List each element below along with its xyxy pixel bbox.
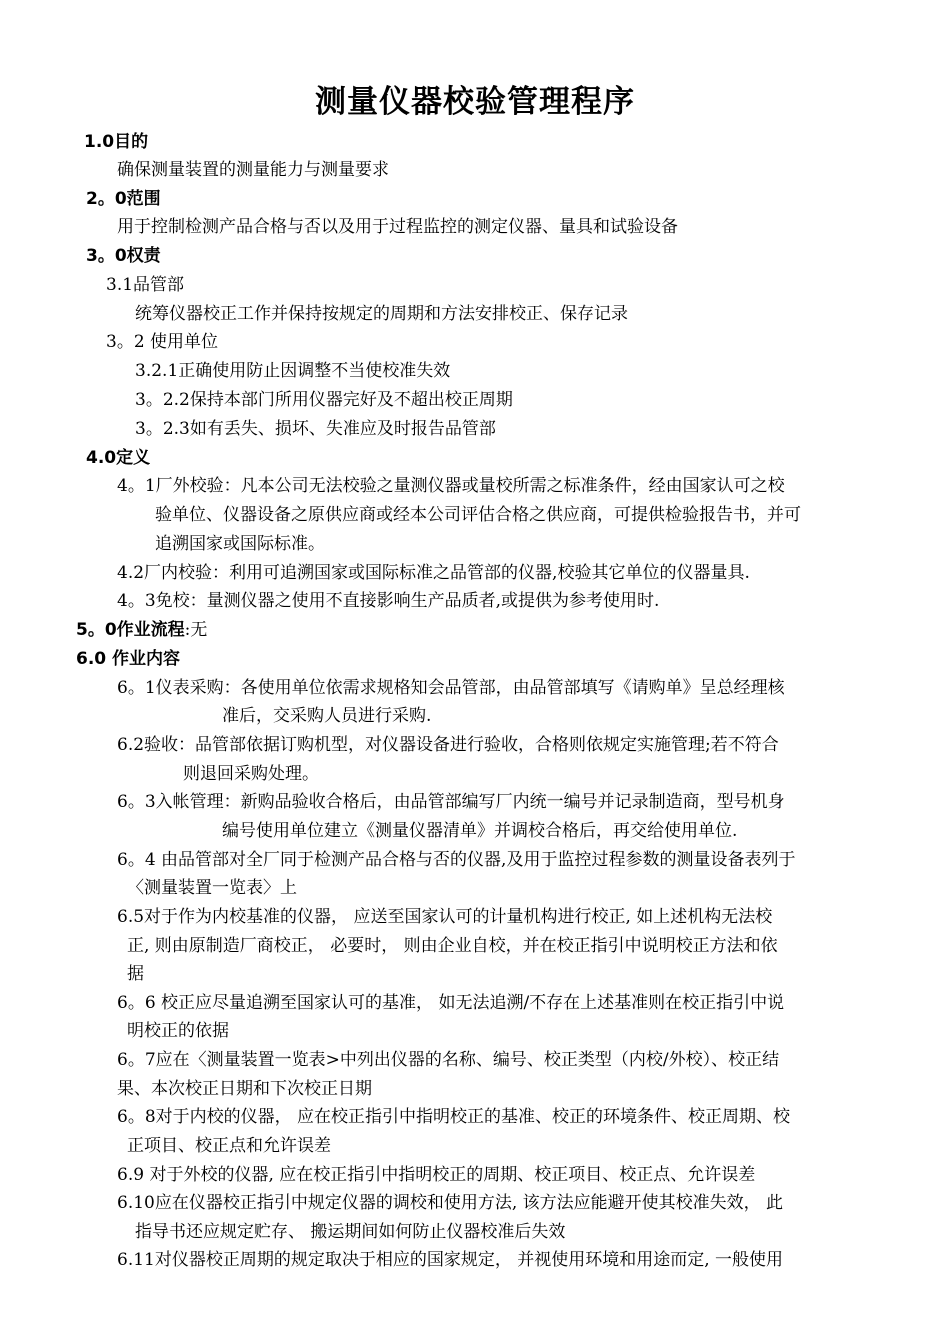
section-line-workflow xyxy=(76,618,207,642)
paragraph-line: 验单位、仪器设备之原供应商或经本公司评估合格之供应商，可提供检验报告书，并可 xyxy=(155,505,801,525)
paragraph-line: 果、本次校正日期和下次校正日期 xyxy=(117,1079,372,1099)
paragraph-line: 4。3免校：量测仪器之使用不直接影响生产品质者,或提供为参考使用时. xyxy=(117,591,660,611)
paragraph-line: 追溯国家或国际标准。 xyxy=(155,534,325,554)
paragraph-line: 6.9 对于外校的仪器, 应在校正指引中指明校正的周期、校正项目、校正点、允许误差 xyxy=(117,1165,756,1185)
paragraph-line: 4。1厂外校验：凡本公司无法校验之量测仪器或量校所需之标准条件，经由国家认可之校 xyxy=(117,476,785,496)
subsection-body: 统筹仪器校正工作并保持按规定的周期和方法安排校正、保存记录 xyxy=(135,304,628,324)
section-body-purpose: 确保测量装置的测量能力与测量要求 xyxy=(117,160,389,180)
section-heading-definition: 4.0定义 xyxy=(86,448,151,468)
paragraph-line: 4.2厂内校验：利用可追溯国家或国际标准之品管部的仪器,校验其它单位的仪器量具. xyxy=(117,563,750,583)
paragraph-line: 明校正的依据 xyxy=(127,1021,229,1041)
paragraph-line: 6。8对于内校的仪器， 应在校正指引中指明校正的基准、校正的环境条件、校正周期、校 xyxy=(117,1107,791,1127)
list-item: 3。2.3如有丢失、损坏、失准应及时报告品管部 xyxy=(135,419,496,439)
paragraph-line: 6。6 校正应尽量追溯至国家认可的基准， 如无法追溯/不存在上述基准则在校正指引中说 xyxy=(117,993,785,1013)
document-title: 测量仪器校验管理程序 xyxy=(315,84,635,120)
paragraph-line: 准后，交采购人员进行采购. xyxy=(222,706,432,726)
list-item: 3.2.1正确使用防止因调整不当使校准失效 xyxy=(135,361,451,381)
section-heading-workflow: 5。0作业流程 xyxy=(76,620,185,640)
paragraph-line: 据 xyxy=(127,964,144,984)
paragraph-line: 正项目、校正点和允许误差 xyxy=(127,1136,331,1156)
paragraph-line: 〈测量装置一览表〉上 xyxy=(127,878,297,898)
paragraph-line: 正, 则由原制造厂商校正， 必要时， 则由企业自校，并在校正指引中说明校正方法和依 xyxy=(127,936,778,956)
subsection-title: 3。2 使用单位 xyxy=(106,332,219,352)
section-body-workflow: :无 xyxy=(184,620,208,640)
paragraph-line: 6。7应在〈测量装置一览表>中列出仪器的名称、编号、校正类型（内校/外校）、校正结 xyxy=(117,1050,780,1070)
paragraph-line: 6。4 由品管部对全厂同于检测产品合格与否的仪器,及用于监控过程参数的测量设备表列于 xyxy=(117,850,796,870)
paragraph-line: 则退回采购处理。 xyxy=(183,764,319,784)
section-heading-scope: 2。0范围 xyxy=(86,189,161,209)
paragraph-line: 6。1仪表采购：各使用单位依需求规格知会品管部，由品管部填写《请购单》呈总经理核 xyxy=(117,678,785,698)
list-item: 3。2.2保持本部门所用仪器完好及不超出校正周期 xyxy=(135,390,513,410)
paragraph-line: 6。3入帐管理：新购品验收合格后，由品管部编写厂内统一编号并记录制造商，型号机身 xyxy=(117,792,785,812)
section-heading-content: 6.0 作业内容 xyxy=(76,649,181,669)
paragraph-line: 6.2验收：品管部依据订购机型，对仪器设备进行验收，合格则依规定实施管理;若不符合 xyxy=(117,735,779,755)
paragraph-line: 6.11对仪器校正周期的规定取决于相应的国家规定， 并视使用环境和用途而定, 一般使用 xyxy=(117,1250,784,1270)
section-heading-responsibility: 3。0权责 xyxy=(86,246,161,266)
paragraph-line: 编号使用单位建立《测量仪器清单》并调校合格后，再交给使用单位. xyxy=(222,821,738,841)
paragraph-line: 指导书还应规定贮存、 搬运期间如何防止仪器校准后失效 xyxy=(135,1222,566,1242)
paragraph-line: 6.5对于作为内校基准的仪器， 应送至国家认可的计量机构进行校正, 如上述机构无法校 xyxy=(117,907,773,927)
paragraph-line: 6.10应在仪器校正指引中规定仪器的调校和使用方法, 该方法应能避开使其校准失效， 此 xyxy=(117,1193,784,1213)
subsection-title: 3.1品管部 xyxy=(106,275,185,295)
section-heading-purpose: 1.0目的 xyxy=(84,132,149,152)
section-body-scope: 用于控制检测产品合格与否以及用于过程监控的测定仪器、量具和试验设备 xyxy=(117,217,678,237)
